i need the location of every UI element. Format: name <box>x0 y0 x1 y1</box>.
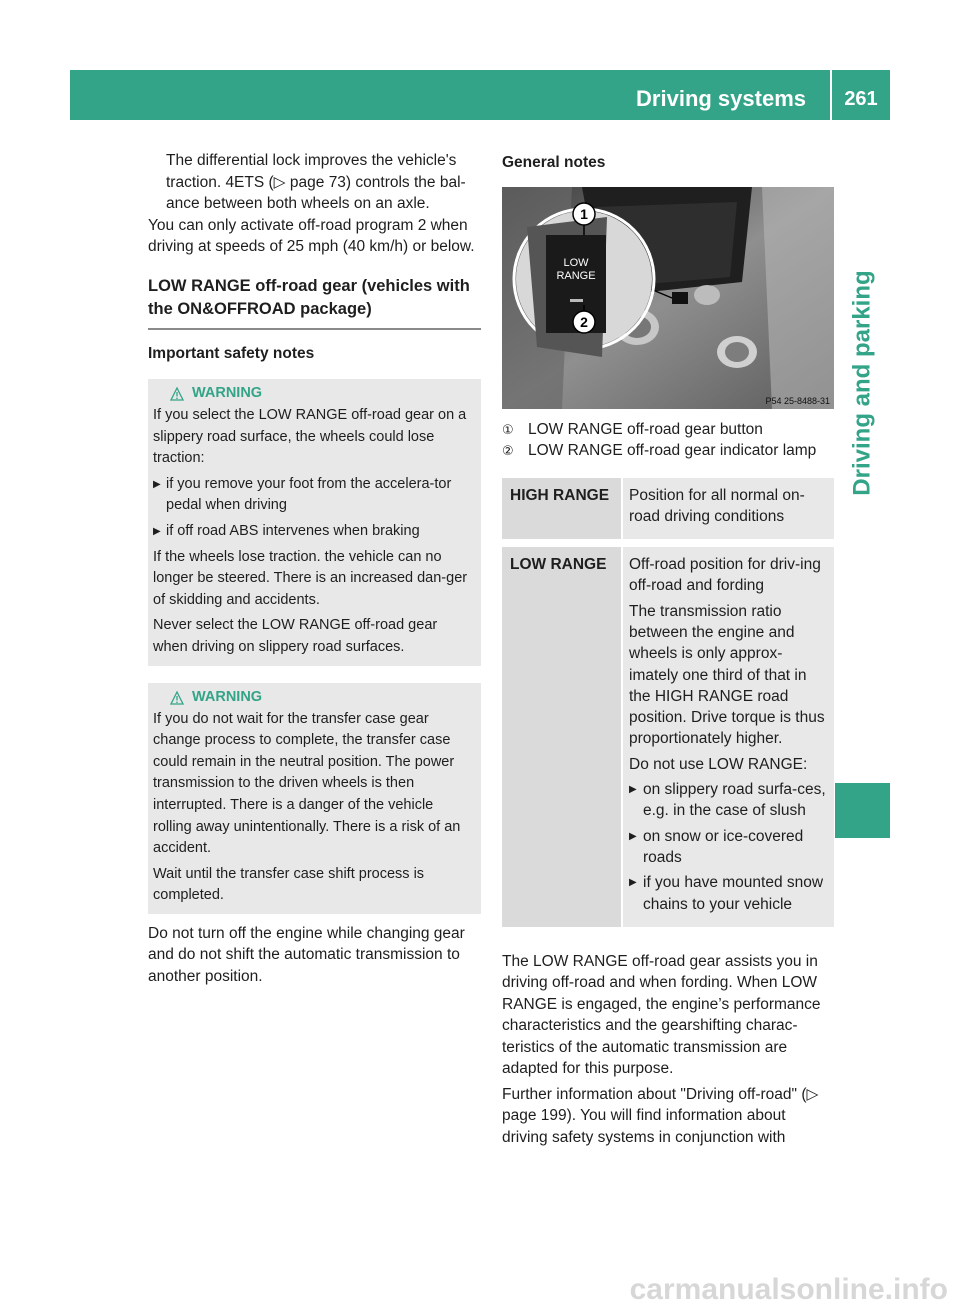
gear-range-table <box>502 478 834 927</box>
page-header <box>70 70 890 120</box>
warning-text: Wait until the transfer case shift process is completed. <box>153 865 425 904</box>
low-range-key: LOW RANGE <box>502 543 622 927</box>
console-illustration <box>502 187 834 409</box>
low-range-bullet-text: if you have mounted snow chains to your vehicle <box>643 874 824 913</box>
chapter-tab <box>835 238 890 528</box>
low-range-text: Do not use LOW RANGE: <box>629 755 808 773</box>
image-code: P54 25-8488-31 <box>765 395 830 406</box>
warning-triangle-icon <box>170 387 184 401</box>
legend-item <box>502 440 834 462</box>
low-range-text: Off-road position for driv-ing off-road and fording <box>629 556 821 595</box>
chapter-marker <box>835 783 890 838</box>
general-notes-heading: General notes <box>502 154 606 171</box>
low-range-bullet <box>629 826 830 869</box>
high-range-value: Position for all normal on-road driving conditions <box>622 478 834 544</box>
bullet-triangle-icon: ▶ <box>153 525 161 537</box>
left-column <box>148 150 481 987</box>
legend-text: LOW RANGE off-road gear button <box>528 420 763 438</box>
button-label-low: LOW <box>563 256 589 269</box>
warning-text: Never select the LOW RANGE off-road gear when driving on slippery road surfaces. <box>153 617 438 655</box>
right-column <box>502 150 834 1148</box>
engine-paragraph: Do not turn off the engine while changing gear and do not shift the automatic transmission to another position. <box>148 924 465 985</box>
bullet-triangle-icon: ▶ <box>629 784 637 796</box>
warning-bullet-text: if you remove your foot from the accelera-tor pedal when driving <box>166 475 452 514</box>
legend-number: ① <box>502 421 514 437</box>
photo-legend <box>502 419 834 462</box>
table-row <box>502 478 834 544</box>
high-range-key: HIGH RANGE <box>502 478 622 544</box>
warning-bullet-text: if off road ABS intervenes when braking <box>166 522 420 539</box>
chapter-tab-label: Driving and parking <box>848 270 876 496</box>
warning-box-2 <box>148 683 481 914</box>
bullet-triangle-icon: ▶ <box>629 877 637 889</box>
warning-text: If the wheels lose traction. the vehicle can no longer be steered. There is an increased dan-ger of skidding and accidents. <box>153 548 468 608</box>
bullet-triangle-icon: ▶ <box>629 830 637 842</box>
warning-bullet <box>153 474 475 517</box>
legend-number: ② <box>502 443 514 458</box>
console-photo <box>502 187 834 409</box>
table-row <box>502 543 834 927</box>
warning-triangle-icon <box>170 691 184 705</box>
callout-1-label: 1 <box>580 205 588 222</box>
warning-text: If you do not wait for the transfer case gear change process to complete, the transfer case could remain in the neutral position. The power transmission to the driven wheels is then interrupted. There is a danger of the vehicle rolling away unintentionally. There is a risk of an accident. <box>153 710 461 857</box>
warning-text: If you select the LOW RANGE off-road gear on a slippery road surface, the wheels could lose traction: <box>153 407 467 467</box>
bullet-triangle-icon: ▶ <box>153 478 161 490</box>
legend-item <box>502 419 834 441</box>
watermark: carmanualsonline.info <box>629 1272 948 1302</box>
low-range-bullet <box>629 872 830 915</box>
section-heading: LOW RANGE off-road gear (vehicles with the ON&OFFROAD package) <box>148 275 481 330</box>
intro-paragraph: The differential lock improves the vehicle's traction. 4ETS (▷ page 73) controls the bal-ance between both wheels on an axle. <box>166 152 466 212</box>
callout-2-label: 2 <box>580 313 588 330</box>
legend-text: LOW RANGE off-road gear indicator lamp <box>528 442 817 459</box>
speed-paragraph: You can only activate off-road program 2 when driving at speeds of 25 mph (40 km/h) or below. <box>148 216 475 255</box>
low-range-text: The transmission ratio between the engine and wheels is only approx-imately one third of that in the HIGH RANGE road position. Drive torque is thus proportionately higher. <box>629 602 825 748</box>
page-number: 261 <box>844 88 878 110</box>
safety-heading: Important safety notes <box>148 344 315 362</box>
low-range-bullet-text: on slippery road surfa-ces, e.g. in the case of slush <box>643 781 826 820</box>
warning-label: WARNING <box>192 385 263 402</box>
low-range-bullet <box>629 779 830 822</box>
low-range-value <box>622 543 834 927</box>
warning-header <box>153 687 475 709</box>
low-range-bullet-text: on snow or ice-covered roads <box>643 827 804 866</box>
button-label-range: RANGE <box>556 269 596 282</box>
further-info-paragraph: Further information about "Driving off-road" (▷ page 199). You will find information about driving safety systems in conjunction with <box>502 1085 819 1146</box>
warning-box-1 <box>148 379 481 666</box>
warning-label: WARNING <box>192 688 263 705</box>
low-range-paragraph: The LOW RANGE off-road gear assists you in driving off-road and when fording. When LOW RANGE is engaged, the engine’s performance characteristics and the gearshifting charac-teristics of the automatic transmission are adapted for this purpose. <box>502 952 821 1078</box>
header-title: Driving systems <box>636 86 806 111</box>
warning-bullet <box>153 521 475 543</box>
warning-header <box>153 383 475 405</box>
